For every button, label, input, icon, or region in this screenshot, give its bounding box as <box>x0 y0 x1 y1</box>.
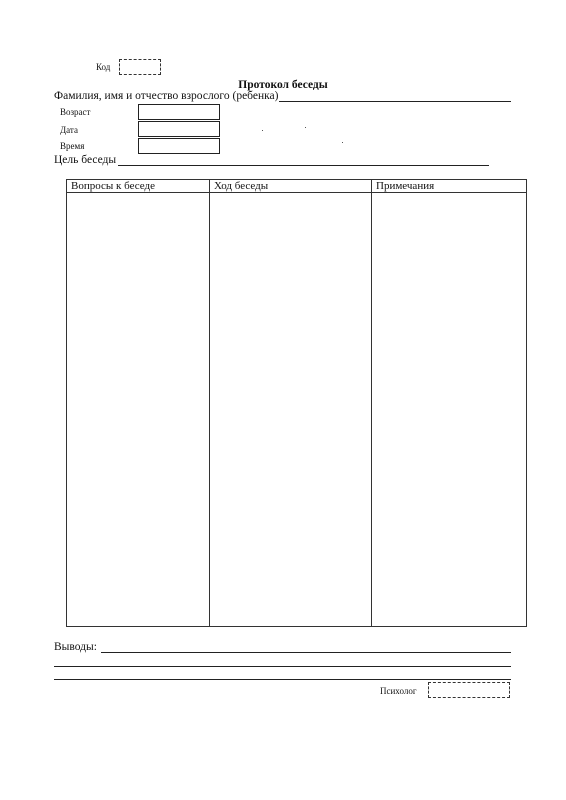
goal-label: Цель беседы <box>54 154 117 166</box>
page-title: Протокол беседы <box>238 79 328 91</box>
psychologist-label: Психолог <box>380 686 417 696</box>
psychologist-field[interactable] <box>428 682 510 698</box>
time-field[interactable] <box>138 138 220 154</box>
code-field[interactable] <box>119 59 161 75</box>
fio-field[interactable] <box>279 101 511 102</box>
date-field[interactable] <box>138 121 220 137</box>
age-label: Возраст <box>60 107 91 117</box>
code-label: Код <box>96 62 111 72</box>
questions-cell[interactable] <box>67 193 210 627</box>
conclusions-line-2[interactable] <box>54 666 511 667</box>
progress-cell[interactable] <box>210 193 372 627</box>
scan-dot <box>342 142 343 143</box>
fio-label: Фамилия, имя и отчество взрослого (ребенка) <box>54 90 279 102</box>
column-header-notes: Примечания <box>372 180 527 193</box>
notes-cell[interactable] <box>372 193 527 627</box>
column-header-questions: Вопросы к беседе <box>67 180 210 193</box>
conclusions-line-3[interactable] <box>54 679 511 680</box>
age-field[interactable] <box>138 104 220 120</box>
conclusions-label: Выводы: <box>54 641 97 653</box>
goal-field[interactable] <box>118 165 489 166</box>
scan-dot <box>305 127 306 128</box>
protocol-table <box>66 179 527 627</box>
scan-dot <box>262 130 263 131</box>
column-header-progress: Ход беседы <box>210 180 372 193</box>
time-label: Время <box>60 141 85 151</box>
conclusions-line-1[interactable] <box>101 652 511 653</box>
date-label: Дата <box>60 125 78 135</box>
